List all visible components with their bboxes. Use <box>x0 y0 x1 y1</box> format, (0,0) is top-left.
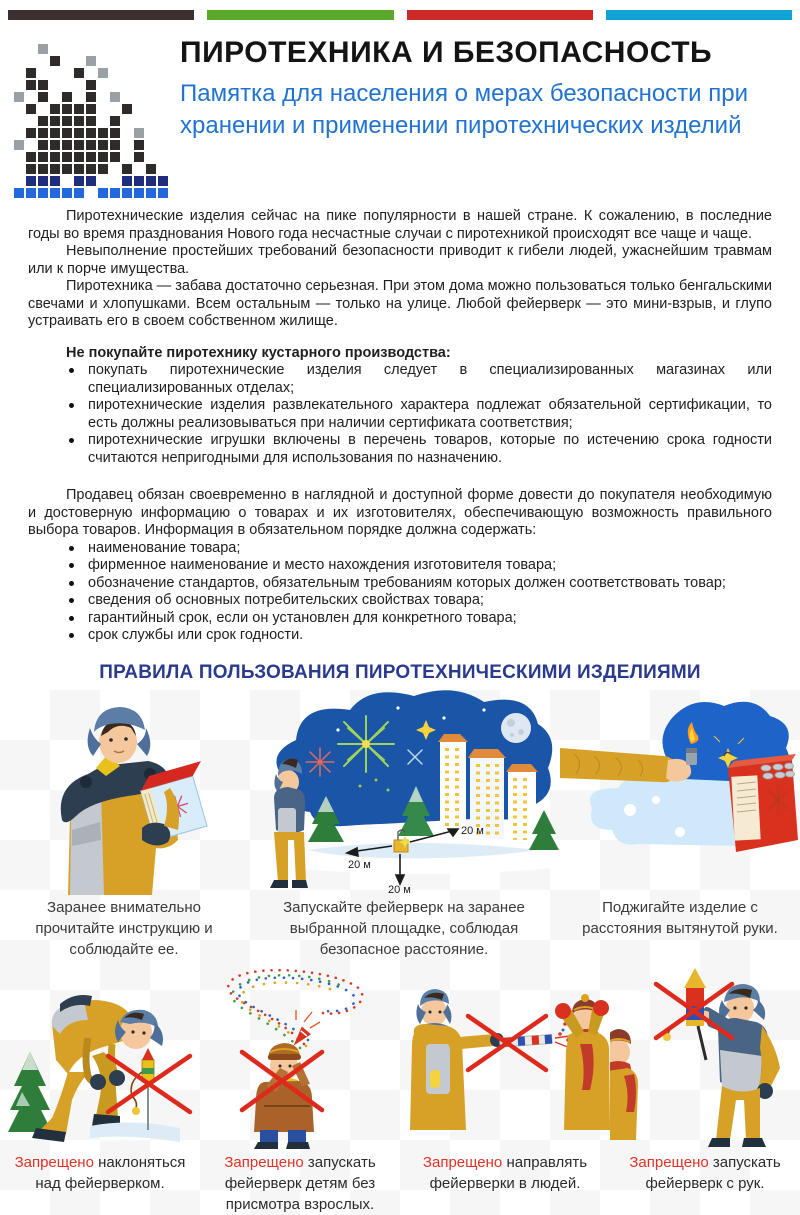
rules-heading: ПРАВИЛА ПОЛЬЗОВАНИЯ ПИРОТЕХНИЧЕСКИМИ ИЗДЕЛИЯМИ <box>99 661 701 683</box>
rule-do-read-instructions <box>0 690 248 960</box>
prohibition-caption: Запрещено наклоняться над фейерверком. <box>14 1153 186 1192</box>
distance-label: 20 м <box>388 883 411 895</box>
list-item: фирменное наименование и место нахождения изготовителя товара; <box>88 557 772 575</box>
list-item: пиротехнические игрушки включены в перечень товаров, которые по истечению срока годности считаются непригодными для использования по назначению. <box>88 432 772 466</box>
prohibition-caption: Запрещено запускать фейерверк детям без присмотра взрослых. <box>224 1153 376 1213</box>
list-item: покупать пиротехнические изделия следует в специализированных магазинах или специализированных отделах; <box>88 362 772 396</box>
arms-length-illustration <box>560 690 800 895</box>
bar-red <box>407 10 593 20</box>
child-firework-illustration <box>200 960 400 1150</box>
pixel-firework-logo <box>14 44 180 198</box>
fir-tree <box>8 1052 52 1132</box>
warning-heading: Не покупайте пиротехнику кустарного производства: <box>66 344 451 361</box>
prohibition-caption: Запрещено запускать фейерверк с рук. <box>629 1153 781 1192</box>
distance-label: 20 м <box>348 858 371 871</box>
list-item: срок службы или срок годности. <box>88 627 772 645</box>
list-item: пиротехнические изделия развлекательного характера подлежат обязательной сертификации, то есть должны реализовываться при наличии сертификата соответствия; <box>88 397 772 431</box>
prohibition-caption: Запрещено направлять фейерверки в людей. <box>422 1153 588 1192</box>
rule-dont-children <box>200 960 400 1215</box>
rule-caption: Запускайте фейерверк на заранее выбранной площадке, соблюдая безопасное расстояние. <box>283 898 525 958</box>
hand-launch-illustration <box>610 960 800 1150</box>
rules-row-dont <box>0 960 800 1215</box>
rule-caption: Поджигайте изделие с расстояния вытянутой руки. <box>582 898 778 937</box>
rule-do-arms-length <box>560 690 800 939</box>
rule-dont-leaning <box>0 960 200 1194</box>
rule-dont-aiming <box>400 960 610 1194</box>
read-instructions-illustration <box>0 690 248 895</box>
seller-paragraph: Продавец обязан своевременно в наглядной и доступной форме довести до покупателя необходимую и достоверную информацию о товарах и их изготовителях, обеспечивающую возможность правильного выбора товаров. Информация в обязательном порядке должна содержать: <box>28 487 772 538</box>
prohibited-word: Запрещено <box>629 1153 709 1171</box>
page-title: ПИРОТЕХНИКА И БЕЗОПАСНОСТЬ <box>180 36 713 69</box>
poster-page <box>0 10 800 1213</box>
intro-paragraph: Пиротехника — забава достаточно серьезная. При этом дома можно пользоваться только бенгальскими свечами и хлопушками. Всем остальным — только на улице. Любой фейерверк — это мини-взрыв, и глупо устраивать его в своем собственном жилище. <box>28 278 772 329</box>
bar-brown <box>8 10 194 20</box>
illustrations-area <box>0 690 800 1215</box>
warning-bullet-list <box>28 362 772 467</box>
aiming-at-people-illustration <box>400 960 610 1150</box>
leaning-over-illustration <box>0 960 200 1150</box>
safe-launch-site-illustration <box>248 690 560 895</box>
list-item: обозначение стандартов, обязательным требованиям которых должен соответствовать товар; <box>88 575 772 593</box>
rule-do-safe-site <box>248 690 560 960</box>
body-text <box>28 208 772 645</box>
header <box>0 26 800 198</box>
rule-caption: Заранее внимательно прочитайте инструкцию и соблюдайте ее. <box>35 898 213 958</box>
header-bars <box>0 10 800 20</box>
intro-paragraph: Пиротехнические изделия сейчас на пике популярности в нашей стране. К сожалению, в последние годы во время празднования Нового года несчастные случаи с пиротехникой происходят все чаще и чаще. <box>28 208 772 242</box>
bar-cyan <box>606 10 792 20</box>
list-item: наименование товара; <box>88 540 772 558</box>
distance-label: 20 м <box>461 824 484 837</box>
page-subtitle: Памятка для населения о мерах безопасности при хранении и применении пиротехнических изделий <box>180 80 748 139</box>
intro-paragraph: Невыполнение простейших требований безопасности приводит к гибели людей, ужаснейшим травмам или к порче имущества. <box>28 243 772 277</box>
prohibited-word: Запрещено <box>14 1153 94 1171</box>
rule-dont-hand-launch <box>610 960 800 1194</box>
list-item: сведения об основных потребительских свойствах товара; <box>88 592 772 610</box>
list-item: гарантийный срок, если он установлен для конкретного товара; <box>88 610 772 628</box>
bar-green <box>207 10 393 20</box>
seller-bullet-list <box>28 540 772 645</box>
prohibited-word: Запрещено <box>224 1153 304 1171</box>
prohibited-word: Запрещено <box>422 1153 503 1171</box>
rules-row-do <box>0 690 800 960</box>
